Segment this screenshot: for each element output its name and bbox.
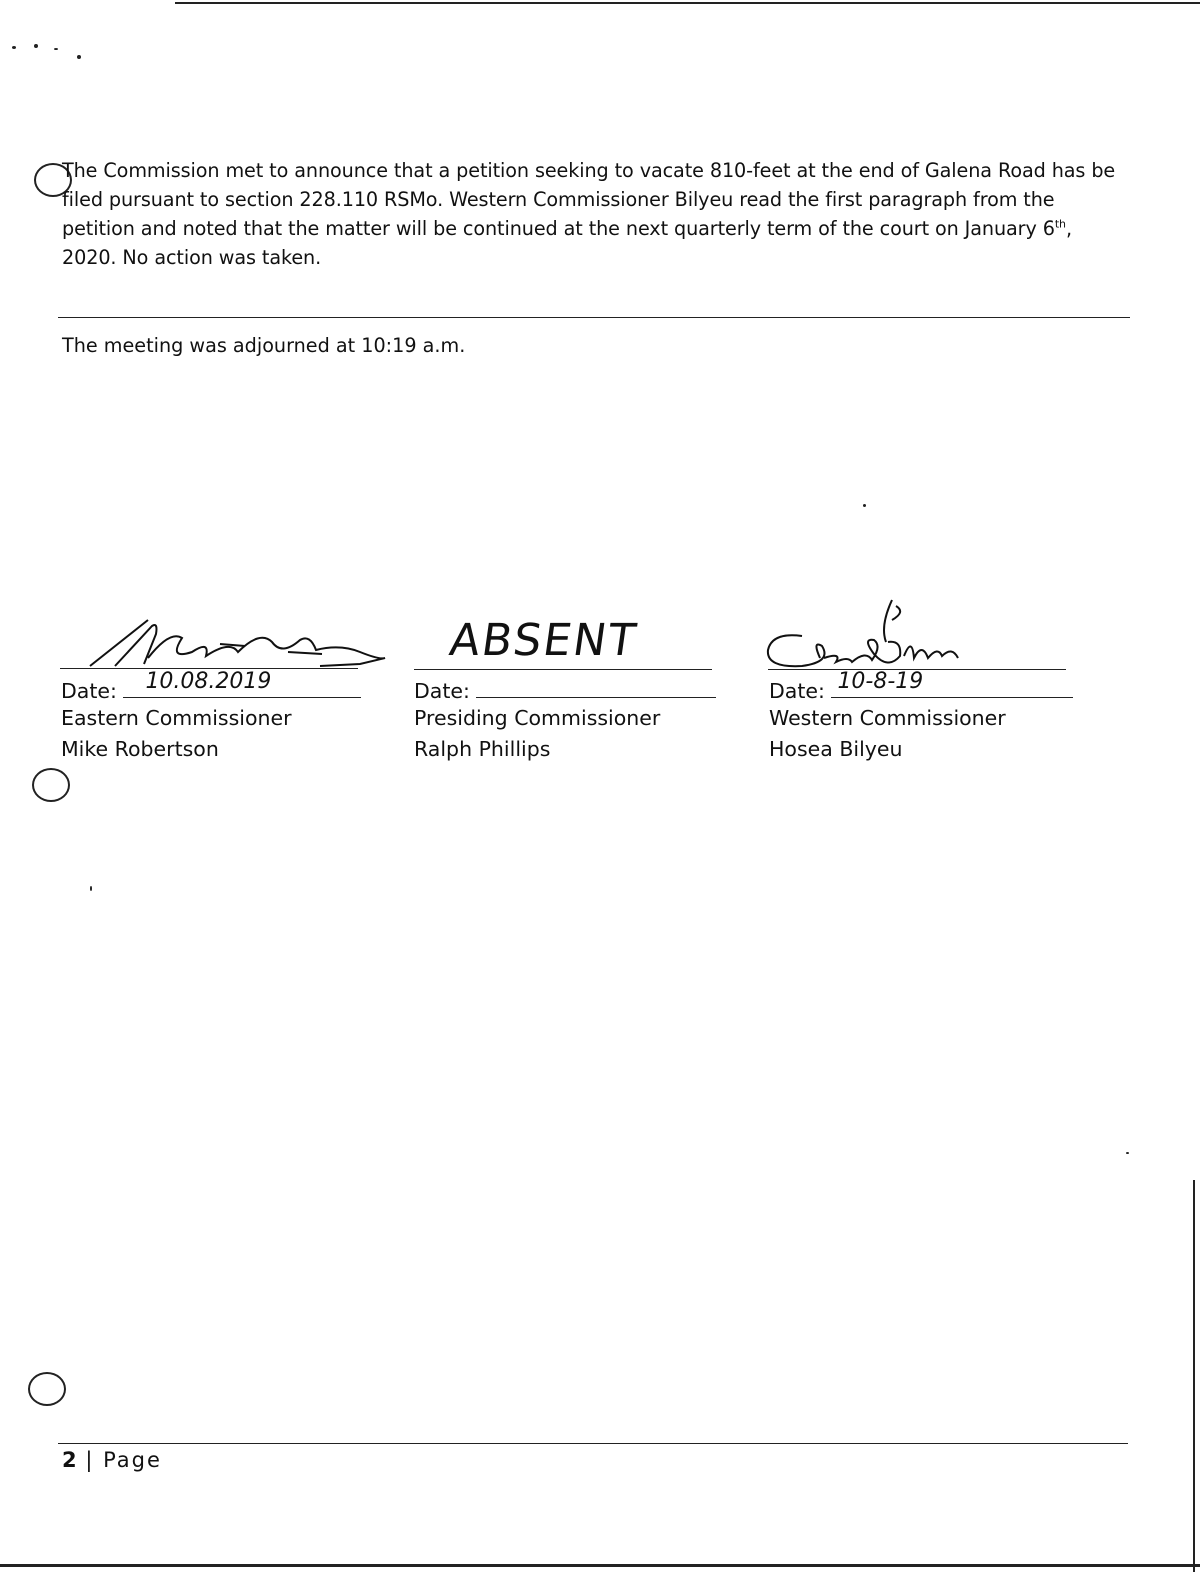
date-row xyxy=(769,669,1073,703)
signatory-name: Ralph Phillips xyxy=(414,737,551,761)
scan-speck xyxy=(90,886,92,891)
section-divider xyxy=(58,317,1130,318)
date-row xyxy=(414,675,716,703)
scan-speck xyxy=(1126,1152,1129,1154)
signature-line xyxy=(414,669,712,670)
body-paragraph-text-end: , 2020. No action was taken. xyxy=(62,217,1072,269)
page-footer xyxy=(62,1448,162,1472)
scan-speck xyxy=(863,504,866,507)
date-field xyxy=(476,675,716,698)
footer-divider xyxy=(58,1443,1128,1444)
page-label: | Page xyxy=(85,1448,162,1472)
date-label: Date: xyxy=(61,679,117,703)
date-label: Date: xyxy=(769,679,825,703)
date-field xyxy=(123,669,361,698)
ordinal-suffix: th xyxy=(1054,217,1066,231)
page-number: 2 xyxy=(62,1448,77,1472)
body-paragraph-text: The Commission met to announce that a petition seeking to vacate 810-feet at the end of Galena Road has be filed pursuant to section 228.110 RSMo. Western Commissioner Bilyeu read the first paragraph from the petition and noted that the matter will be continued at the next quarterly term of the court on January 6 xyxy=(62,159,1116,240)
signatory-title: Presiding Commissioner xyxy=(414,706,661,730)
scan-top-edge xyxy=(175,2,1200,4)
hole-punch-middle xyxy=(32,768,70,802)
handwritten-date: 10-8-19 xyxy=(837,669,924,694)
date-label: Date: xyxy=(414,679,470,703)
hole-punch-bottom xyxy=(28,1372,66,1406)
scan-speck xyxy=(77,55,81,59)
scan-speck xyxy=(54,48,58,50)
signatory-title: Eastern Commissioner xyxy=(61,706,292,730)
scan-speck xyxy=(12,46,16,49)
date-field xyxy=(831,669,1073,698)
signature-mike-robertson xyxy=(60,600,400,675)
scan-right-edge xyxy=(1193,1180,1195,1572)
signatory-name: Hosea Bilyeu xyxy=(769,737,903,761)
scan-bottom-edge xyxy=(0,1564,1200,1567)
signatory-title: Western Commissioner xyxy=(769,706,1006,730)
date-row xyxy=(61,669,361,703)
signatory-name: Mike Robertson xyxy=(61,737,219,761)
signature-absent: ABSENT xyxy=(446,615,641,666)
adjournment-text: The meeting was adjourned at 10:19 a.m. xyxy=(62,334,466,357)
handwritten-date: 10.08.2019 xyxy=(145,669,272,694)
scan-speck xyxy=(34,44,38,48)
body-paragraph xyxy=(62,156,1122,272)
